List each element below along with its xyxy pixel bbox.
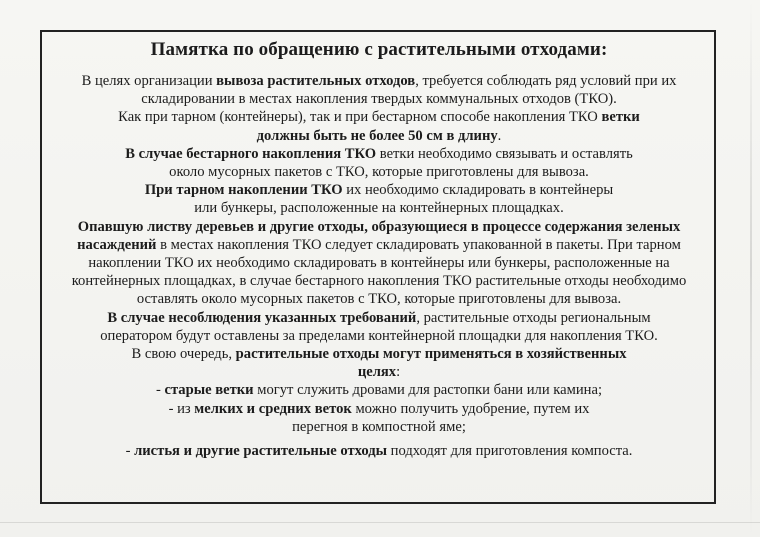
memo-content: [46, 38, 712, 460]
list-item: - листья и другие растительные отходы подходят для приготовления компоста.: [125, 443, 633, 460]
scan-edge-shadow: [750, 0, 752, 537]
scan-bottom-line: [0, 522, 760, 523]
paragraph-1: В целях организации вывоза растительных отходов, требуется соблюдать ряд условий при их складировании в местах накопления твердых коммунальных отходов (ТКО).: [81, 73, 677, 108]
paragraph-6: В случае несоблюдения указанных требований, растительные отходы региональным оператором будут оставлены за пределами контейнерной площадки для накопления ТКО.: [100, 309, 658, 344]
list-item: - старые ветки могут служить дровами для растопки бани или камина;: [155, 382, 603, 399]
list-item: - из мелких и средних веток можно получить удобрение, путем их перегноя в компостной яме;: [168, 400, 590, 435]
memo-title: Памятка по обращению с растительными отходами:: [150, 39, 608, 60]
paragraph-7: В свою очередь, растительные отходы могут применяться в хозяйственных целях:: [131, 346, 627, 381]
paragraph-3: В случае бестарного накопления ТКО ветки необходимо связывать и оставлять около мусорных пакетов с ТКО, которые приготовлены для вывоза.: [125, 145, 633, 181]
paragraph-4: При тарном накоплении ТКО их необходимо складировать в контейнеры или бункеры, расположенные на контейнерных площадках.: [144, 182, 614, 217]
paragraph-5: Опавшую листву деревьев и другие отходы, образующиеся в процессе содержания зеленых насаждений в местах накопления ТКО следует складировать упакованной в пакеты. При тарном накоплении ТКО их необходимо складировать в контейнеры или бункеры, расположенные на контейнерных площадках, в случае бестарного накопления ТКО растительные отходы необходимо оставлять около мусорных пакетов с ТКО, которые приготовлены для вывоза.: [71, 218, 687, 308]
paragraph-2: Как при тарном (контейнеры), так и при бестарном способе накопления ТКО ветки должны быть не более 50 см в длину.: [118, 109, 640, 144]
